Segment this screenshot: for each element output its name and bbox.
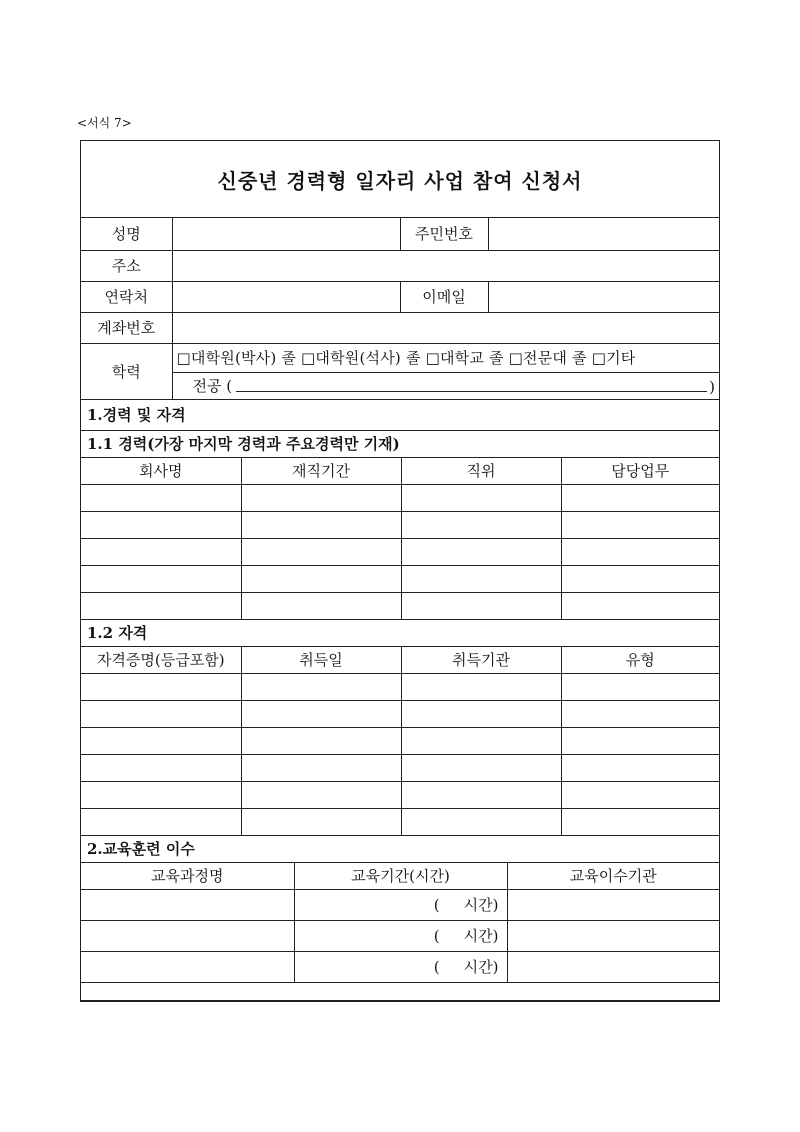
hours-open: ( [433,896,440,914]
table-cell[interactable] [561,565,719,592]
name-label: 성명 [81,218,172,250]
table-row [81,700,719,727]
table-row [81,889,719,920]
hours-cell[interactable] [294,920,507,951]
table-row [81,727,719,754]
table-row [81,538,719,565]
qual-col-type: 유형 [561,646,719,673]
career-title: 1.1 경력(가장 마지막 경력과 주요경력만 기재) [81,430,719,457]
table-cell[interactable] [561,538,719,565]
table-row [81,484,719,511]
form-number: <서식 7> [77,116,132,130]
table-row [81,592,719,619]
hours-open: ( [433,927,440,945]
table-cell[interactable] [507,889,719,920]
email-field[interactable] [488,281,719,312]
table-cell[interactable] [241,808,401,835]
qual-col-name: 자격증명(등급포함) [81,646,241,673]
major-label: 전공 ( [192,377,233,395]
table-cell[interactable] [81,781,241,808]
table-cell[interactable] [401,727,561,754]
hours-cell[interactable] [294,889,507,920]
table-cell[interactable] [401,754,561,781]
table-cell[interactable] [241,592,401,619]
table-cell[interactable] [507,951,719,982]
table-cell[interactable] [241,484,401,511]
table-cell[interactable] [241,727,401,754]
major-input-line[interactable] [236,377,707,392]
table-cell[interactable] [81,920,294,951]
major-close: ) [709,378,715,396]
account-field[interactable] [172,312,719,343]
qualification-title: 1.2 자격 [81,619,719,646]
table-cell[interactable] [507,920,719,951]
contact-field[interactable] [172,281,400,312]
footer-row [81,982,719,1000]
table-cell[interactable] [561,673,719,700]
table-cell[interactable] [81,484,241,511]
table-row [81,920,719,951]
table-row [81,951,719,982]
table-cell[interactable] [401,565,561,592]
id-number-label: 주민번호 [400,218,488,250]
id-number-field[interactable] [488,218,719,250]
qual-col-date: 취득일 [241,646,401,673]
table-cell[interactable] [561,511,719,538]
hours-unit: 시간) [463,896,499,914]
training-col-course: 교육과정명 [81,863,294,890]
education-options[interactable]: □대학원(박사) 졸 □대학원(석사) 졸 □대학교 졸 □전문대 졸 □기타 [172,343,719,372]
table-cell[interactable] [561,727,719,754]
table-cell[interactable] [401,700,561,727]
table-cell[interactable] [81,727,241,754]
personal-info-table [81,218,719,458]
training-col-period: 교육기간(시간) [294,863,507,890]
table-cell[interactable] [401,781,561,808]
table-cell[interactable] [401,484,561,511]
table-row [81,781,719,808]
form-title: 신중년 경력형 일자리 사업 참여 신청서 [81,141,719,218]
table-cell[interactable] [241,754,401,781]
table-cell[interactable] [241,673,401,700]
table-cell[interactable] [401,808,561,835]
career-col-duty: 담당업무 [561,458,719,485]
section2-title: 2.교육훈련 이수 [81,835,719,862]
table-row [81,754,719,781]
table-cell[interactable] [81,951,294,982]
table-cell[interactable] [561,808,719,835]
address-field[interactable] [172,250,719,281]
table-cell[interactable] [561,781,719,808]
hours-unit: 시간) [463,927,499,945]
table-cell[interactable] [81,808,241,835]
contact-label: 연락처 [81,281,172,312]
address-label: 주소 [81,250,172,281]
qual-col-issuer: 취득기관 [401,646,561,673]
table-cell[interactable] [241,511,401,538]
table-cell[interactable] [401,511,561,538]
table-cell[interactable] [241,700,401,727]
table-cell[interactable] [401,538,561,565]
section1-title: 1.경력 및 자격 [81,399,719,430]
table-cell[interactable] [241,565,401,592]
training-table [81,863,719,1001]
table-cell[interactable] [401,592,561,619]
table-cell[interactable] [241,781,401,808]
application-form [80,140,720,1002]
table-cell[interactable] [81,700,241,727]
table-cell[interactable] [401,673,561,700]
table-cell[interactable] [81,754,241,781]
major-row [172,372,719,399]
account-label: 계좌번호 [81,312,172,343]
hours-open: ( [433,958,440,976]
table-cell[interactable] [561,754,719,781]
career-col-position: 직위 [401,458,561,485]
table-cell[interactable] [81,889,294,920]
training-col-institution: 교육이수기관 [507,863,719,890]
email-label: 이메일 [400,281,488,312]
table-row [81,808,719,835]
table-cell[interactable] [561,592,719,619]
table-row [81,511,719,538]
education-label: 학력 [81,343,172,399]
hours-unit: 시간) [463,958,499,976]
career-col-period: 재직기간 [241,458,401,485]
hours-cell[interactable] [294,951,507,982]
table-cell[interactable] [241,538,401,565]
table-cell[interactable] [81,511,241,538]
name-field[interactable] [172,218,400,250]
table-cell[interactable] [81,538,241,565]
career-table [81,458,719,863]
table-cell[interactable] [81,673,241,700]
table-cell[interactable] [81,565,241,592]
table-cell[interactable] [561,700,719,727]
career-col-company: 회사명 [81,458,241,485]
table-row [81,565,719,592]
table-cell[interactable] [561,484,719,511]
table-row [81,673,719,700]
table-cell[interactable] [81,592,241,619]
